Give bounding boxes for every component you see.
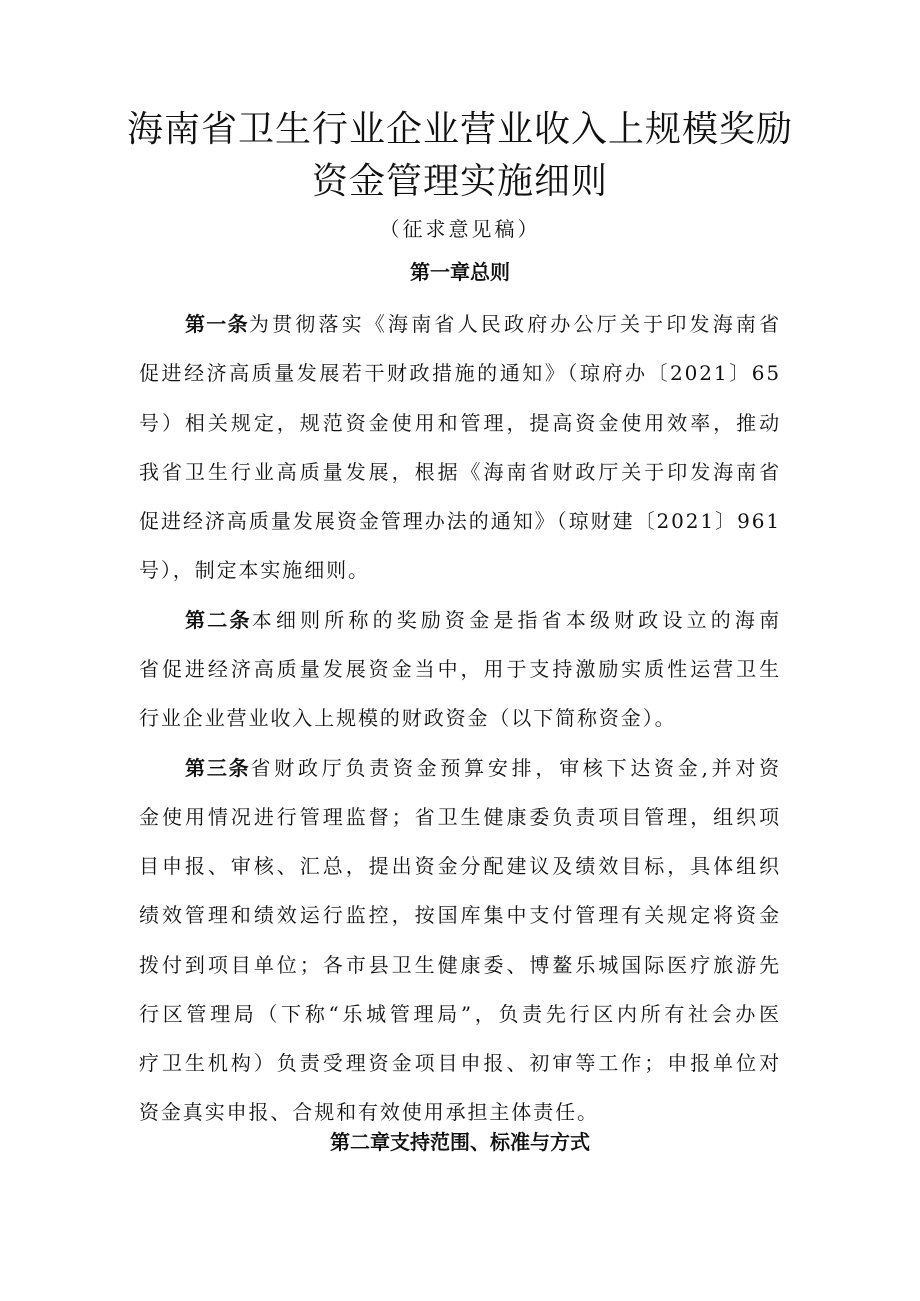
article-3-line: 拨付到项目单位；各市县卫生健康委、博鳌乐城国际医疗旅游先 <box>139 953 781 977</box>
document-subtitle: （征求意见稿） <box>379 217 541 241</box>
chapter-heading-1: 第一章总则 <box>410 260 510 284</box>
article-3-line: 目申报、审核、汇总，提出资金分配建议及绩效目标，具体组织 <box>139 854 781 878</box>
article-2-line: 第二条本细则所称的奖励资金是指省本级财政设立的海南 <box>185 608 781 632</box>
article-1-line: 促进经济高质量发展若干财政措施的通知》（琼府办〔2021〕65 <box>139 361 781 385</box>
article-1-line: 号），制定本实施细则。 <box>139 558 370 582</box>
article-1-line: 促进经济高质量发展资金管理办法的通知》（琼财建〔2021〕961 <box>139 509 781 533</box>
article-3-line: 行区管理局（下称“乐城管理局”，负责先行区内所有社会办医 <box>139 1002 781 1026</box>
article-3-label: 第三条 <box>185 756 251 780</box>
article-2-line: 行业企业营业收入上规模的财政资金（以下简称资金）。 <box>139 706 677 730</box>
article-3-line: 资金真实申报、合规和有效使用承担主体责任。 <box>139 1100 599 1124</box>
article-1-line: 我省卫生行业高质量发展，根据《海南省财政厅关于印发海南省 <box>139 460 781 484</box>
article-3-line: 疗卫生机构）负责受理资金项目申报、初审等工作；申报单位对 <box>139 1051 781 1075</box>
document-title-line-2: 资金管理实施细则 <box>311 161 608 202</box>
article-3-line: 金使用情况进行管理监督；省卫生健康委负责项目管理，组织项 <box>139 805 781 829</box>
article-2-line: 省促进经济高质量发展资金当中，用于支持激励实质性运营卫生 <box>139 657 781 681</box>
document-title-line-1: 海南省卫生行业企业营业收入上规模奖励 <box>126 109 793 150</box>
article-1-line: 号）相关规定，规范资金使用和管理，提高资金使用效率，推动 <box>139 411 781 435</box>
article-2-label: 第二条 <box>185 608 252 632</box>
article-3-line: 绩效管理和绩效运行监控，按国库集中支付管理有关规定将资金 <box>139 903 781 927</box>
article-1-line: 第一条为贯彻落实《海南省人民政府办公厅关于印发海南省 <box>185 312 781 336</box>
article-1-label: 第一条 <box>185 312 249 336</box>
chapter-heading-2: 第二章支持范围、标准与方式 <box>330 1130 590 1154</box>
article-3-line: 第三条省财政厅负责资金预算安排，审核下达资金,并对资 <box>185 756 781 780</box>
